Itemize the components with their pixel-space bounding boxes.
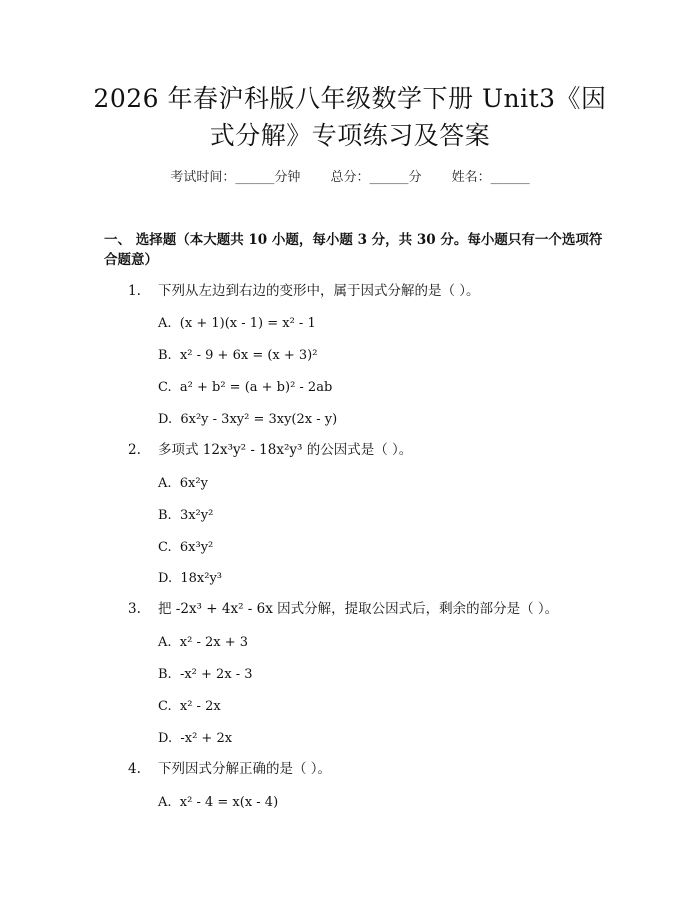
student-name-field: 姓名：______	[451, 170, 530, 185]
exam-meta-line	[0, 166, 700, 185]
question-2-option-d: D. 18x²y³	[158, 571, 222, 586]
question-text: 下列因式分解正确的是（ ）。	[158, 761, 332, 777]
question-2-option-c: C. 6x³y²	[158, 540, 214, 555]
question-4-option-a: A. x² - 4 = x(x - 4)	[158, 795, 279, 810]
question-1-stem	[128, 282, 598, 300]
exam-time-field: 考试时间：______分钟	[170, 170, 301, 185]
question-number: 2.	[128, 442, 141, 458]
question-1-option-c: C. a² + b² = (a + b)² - 2ab	[158, 380, 333, 395]
question-3-option-a: A. x² - 2x + 3	[158, 635, 249, 650]
section-heading: 一、 选择题（本大题共 10 小题，每小题 3 分，共 30 分。每小题只有一个选项符合题意）	[104, 232, 603, 268]
question-text: 下列从左边到右边的变形中，属于因式分解的是（ ）。	[158, 283, 480, 299]
question-number: 3.	[128, 601, 141, 617]
question-3-option-d: D. -x² + 2x	[158, 731, 233, 746]
question-1-option-a: A. (x + 1)(x - 1) = x² - 1	[158, 316, 316, 331]
total-score-field: 总分：______分	[330, 170, 422, 185]
question-2-option-a: A. 6x²y	[158, 476, 208, 491]
question-2-option-b: B. 3x²y²	[158, 508, 214, 523]
question-3-option-c: C. x² - 2x	[158, 699, 221, 714]
question-1-option-d: D. 6x²y - 3xy² = 3xy(2x - y)	[158, 412, 338, 427]
question-text: 多项式 12x³y² - 18x²y³ 的公因式是（ ）。	[158, 442, 413, 458]
question-4-stem	[128, 760, 598, 778]
question-number: 1.	[128, 283, 141, 299]
page-title: 2026 年春沪科版八年级数学下册 Unit3《因式分解》专项练习及答案	[93, 84, 607, 150]
question-2-stem	[128, 441, 598, 459]
question-1-option-b: B. x² - 9 + 6x = (x + 3)²	[158, 348, 318, 363]
question-number: 4.	[128, 761, 141, 777]
question-3-option-b: B. -x² + 2x - 3	[158, 667, 253, 682]
question-text: 把 -2x³ + 4x² - 6x 因式分解，提取公因式后，剩余的部分是（ ）。	[158, 601, 559, 617]
question-3-stem	[128, 600, 598, 618]
